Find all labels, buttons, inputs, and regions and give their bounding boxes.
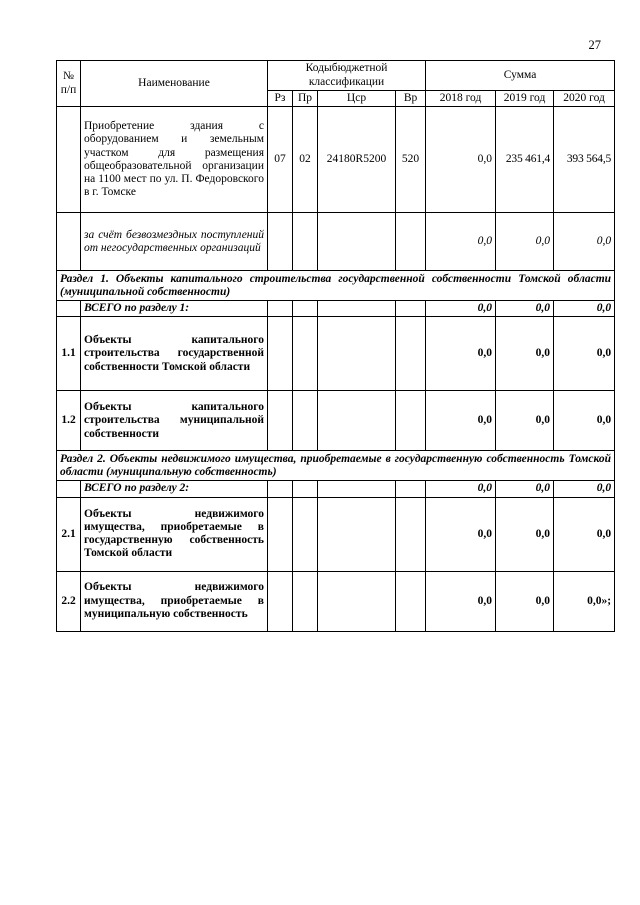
row-2019: 0,0 (496, 213, 554, 271)
row-csr (318, 391, 396, 451)
section-2-title-row (57, 451, 615, 481)
row-2019: 0,0 (496, 391, 554, 451)
row-rz: 07 (268, 107, 293, 213)
table-row (57, 317, 615, 391)
row-csr: 24180R5200 (318, 107, 396, 213)
row-pr (293, 571, 318, 631)
row-2019: 235 461,4 (496, 107, 554, 213)
row-num (57, 107, 81, 213)
row-rz (268, 497, 293, 571)
row-pr: 02 (293, 107, 318, 213)
table-row (57, 213, 615, 271)
row-vr (396, 213, 426, 271)
row-vr: 520 (396, 107, 426, 213)
section-2-total-2019: 0,0 (496, 481, 554, 497)
row-num (57, 301, 81, 317)
row-2018: 0,0 (426, 213, 496, 271)
row-num (57, 481, 81, 497)
row-csr (318, 317, 396, 391)
header-2020: 2020 год (554, 91, 615, 107)
row-vr (396, 571, 426, 631)
row-pr (293, 213, 318, 271)
table-row (57, 497, 615, 571)
row-2019: 0,0 (496, 571, 554, 631)
header-2019: 2019 год (496, 91, 554, 107)
row-csr (318, 571, 396, 631)
row-csr (318, 213, 396, 271)
header-pr: Пр (293, 91, 318, 107)
row-rz (268, 213, 293, 271)
header-rz: Рз (268, 91, 293, 107)
row-name: Объекты недвижимого имущества, приобретаемые в муниципальную собственность (81, 571, 268, 631)
section-2-total-2018: 0,0 (426, 481, 496, 497)
row-name: Объекты капитального строительства государственной собственности Томской области (81, 317, 268, 391)
header-csr: Цср (318, 91, 396, 107)
row-name: Объекты недвижимого имущества, приобретаемые в государственную собственность Томской области (81, 497, 268, 571)
section-1-total-label: ВСЕГО по разделу 1: (81, 301, 268, 317)
row-2020: 0,0 (554, 497, 615, 571)
row-vr (396, 497, 426, 571)
header-2018: 2018 год (426, 91, 496, 107)
header-name: Наименование (81, 61, 268, 107)
row-csr (318, 301, 396, 317)
row-2020: 0,0»; (554, 571, 615, 631)
section-1-title-row (57, 271, 615, 301)
row-2019: 0,0 (496, 497, 554, 571)
budget-table (56, 60, 615, 632)
row-rz (268, 391, 293, 451)
row-num: 2.2 (57, 571, 81, 631)
row-2018: 0,0 (426, 497, 496, 571)
row-vr (396, 301, 426, 317)
row-rz (268, 301, 293, 317)
section-1-total-2020: 0,0 (554, 301, 615, 317)
row-pr (293, 497, 318, 571)
table-row (57, 107, 615, 213)
row-name: за счёт безвозмездных поступлений от негосударственных организаций (81, 213, 268, 271)
section-1-total-2018: 0,0 (426, 301, 496, 317)
row-pr (293, 317, 318, 391)
row-vr (396, 481, 426, 497)
page-number: 27 (588, 38, 601, 52)
row-rz (268, 317, 293, 391)
header-codes: Кодыбюджетной классификации (268, 61, 426, 91)
row-2019: 0,0 (496, 317, 554, 391)
section-1-title: Раздел 1. Объекты капитального строительства государственной собственности Томской области (муниципальной собственности) (57, 271, 615, 301)
header-num: № п/п (57, 61, 81, 107)
row-pr (293, 301, 318, 317)
row-2018: 0,0 (426, 317, 496, 391)
header-row-1 (57, 61, 615, 91)
row-2018: 0,0 (426, 107, 496, 213)
row-rz (268, 481, 293, 497)
row-num: 1.1 (57, 317, 81, 391)
row-vr (396, 317, 426, 391)
row-2020: 393 564,5 (554, 107, 615, 213)
section-2-total-label: ВСЕГО по разделу 2: (81, 481, 268, 497)
row-name: Приобретение здания с оборудованием и земельным участком для размещения общеобразовательной организации на 1100 мест по ул. П. Федоровского в г. Томске (81, 107, 268, 213)
section-1-total-2019: 0,0 (496, 301, 554, 317)
row-2018: 0,0 (426, 571, 496, 631)
header-sum: Сумма (426, 61, 615, 91)
row-2020: 0,0 (554, 213, 615, 271)
row-2018: 0,0 (426, 391, 496, 451)
table-row (57, 391, 615, 451)
row-num (57, 213, 81, 271)
header-vr: Вр (396, 91, 426, 107)
section-2-total-2020: 0,0 (554, 481, 615, 497)
section-2-title: Раздел 2. Объекты недвижимого имущества, приобретаемые в государственную собственность Томской области (муниципальную собственность) (57, 451, 615, 481)
row-pr (293, 391, 318, 451)
row-2020: 0,0 (554, 391, 615, 451)
section-2-total-row (57, 481, 615, 497)
row-2020: 0,0 (554, 317, 615, 391)
row-name: Объекты капитального строительства муниципальной собственности (81, 391, 268, 451)
row-csr (318, 497, 396, 571)
row-csr (318, 481, 396, 497)
table-row (57, 571, 615, 631)
row-pr (293, 481, 318, 497)
row-num: 1.2 (57, 391, 81, 451)
row-vr (396, 391, 426, 451)
section-1-total-row (57, 301, 615, 317)
row-num: 2.1 (57, 497, 81, 571)
row-rz (268, 571, 293, 631)
